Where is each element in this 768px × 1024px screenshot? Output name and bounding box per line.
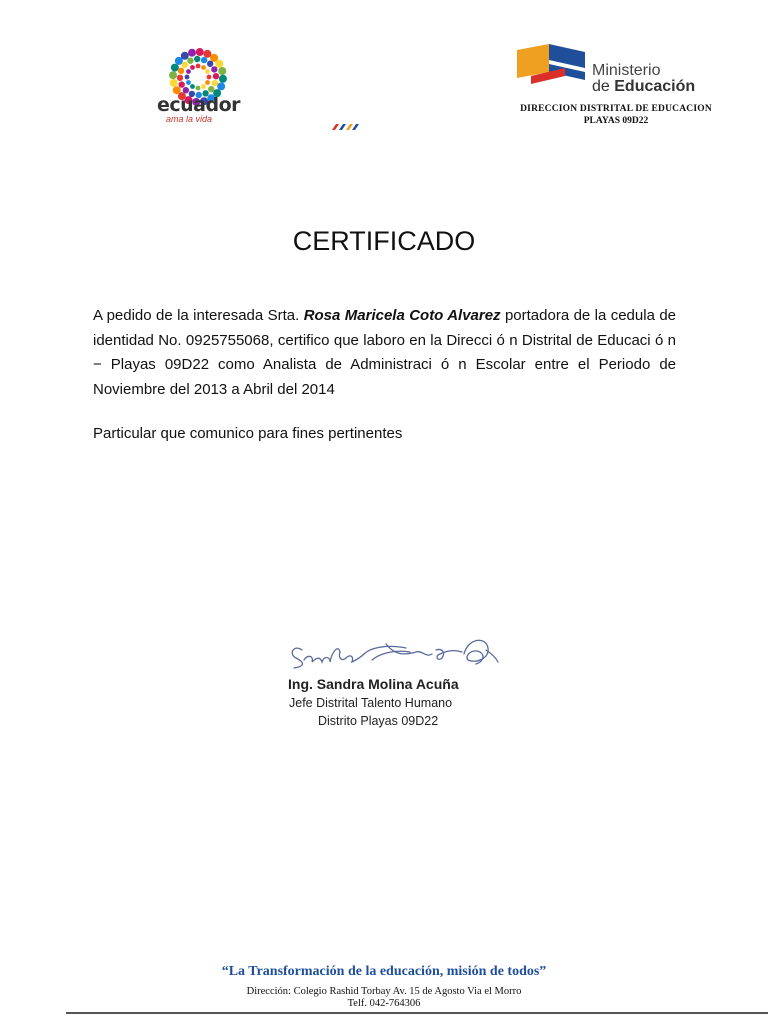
logo-petal bbox=[190, 84, 195, 89]
logo-petal bbox=[213, 73, 219, 79]
scan-mark-icon bbox=[330, 122, 360, 132]
footer-address: Dirección: Colegio Rashid Torbay Av. 15 de Agosto Via el Morro bbox=[246, 986, 522, 997]
ecuador-wordmark: ecuador bbox=[157, 94, 241, 116]
footer-divider bbox=[66, 1012, 768, 1014]
footer-motto: “La Transformación de la educación, misión de todos” bbox=[221, 964, 547, 979]
logo-petal bbox=[201, 57, 207, 63]
logo-petal bbox=[205, 80, 210, 85]
logo-petal bbox=[188, 49, 196, 57]
employee-name: Rosa Maricela Coto Alvarez bbox=[303, 307, 501, 324]
logo-petal bbox=[196, 48, 204, 56]
logo-petal bbox=[178, 81, 184, 87]
logo-petal bbox=[186, 69, 191, 74]
logo-petal bbox=[218, 67, 226, 75]
educacion-prefix: de bbox=[592, 78, 610, 95]
logo-petal bbox=[201, 84, 206, 89]
logo-petal bbox=[169, 71, 177, 79]
logo-petal bbox=[207, 75, 212, 80]
logo-petal bbox=[186, 80, 191, 85]
logo-petal bbox=[203, 50, 211, 58]
district-heading: DIRECCION DISTRITAL DE EDUCACION bbox=[520, 104, 712, 114]
signer-name: Ing. Sandra Molina Acuña bbox=[288, 676, 459, 692]
logo-petal bbox=[194, 56, 200, 62]
educacion-label bbox=[592, 78, 695, 96]
logo-petal bbox=[201, 65, 206, 70]
logo-petal bbox=[181, 52, 189, 60]
logo-petal bbox=[196, 86, 201, 91]
logo-petal bbox=[171, 64, 179, 72]
logo-petal bbox=[177, 75, 183, 81]
logo-petal bbox=[215, 60, 223, 68]
handwritten-signature-icon bbox=[286, 630, 501, 674]
body-rest: portadora de la cedula de identidad No. 0925755068, certifico que laboro en la Direcci ó n Distrital de Educaci ó n − Playas 09D22 como Analista de Administraci ó n Escolar entre el Periodo de Noviembre del 2013 a Abril del 2014 bbox=[93, 307, 677, 398]
ministerio-label: Ministerio bbox=[592, 62, 661, 79]
logo-petal bbox=[219, 75, 227, 83]
certificate-body bbox=[93, 304, 676, 402]
signer-role: Jefe Distrital Talento Humano bbox=[289, 696, 453, 710]
logo-petal bbox=[173, 86, 181, 94]
signer-district: Distrito Playas 09D22 bbox=[318, 714, 439, 728]
closing-line: Particular que comunico para fines pertinentes bbox=[93, 425, 403, 442]
logo-petal bbox=[211, 66, 217, 72]
ministerio-flag-logo-icon bbox=[515, 42, 587, 92]
logo-petal bbox=[187, 57, 193, 63]
logo-petal bbox=[217, 82, 225, 90]
logo-petal bbox=[196, 64, 201, 69]
logo-petal bbox=[185, 75, 190, 80]
logo-petal bbox=[190, 65, 195, 70]
district-subheading: PLAYAS 09D22 bbox=[583, 116, 649, 126]
footer-phone: Telf. 042-764306 bbox=[347, 998, 421, 1009]
logo-petal bbox=[205, 69, 210, 74]
logo-petal bbox=[178, 68, 184, 74]
ecuador-tagline: ama la vida bbox=[166, 114, 213, 124]
body-intro: A pedido de la interesada Srta. bbox=[93, 307, 304, 324]
educacion-main: Educación bbox=[614, 78, 696, 95]
logo-petal bbox=[170, 79, 178, 87]
logo-petal bbox=[212, 80, 218, 86]
page-title: CERTIFICADO bbox=[292, 226, 476, 256]
